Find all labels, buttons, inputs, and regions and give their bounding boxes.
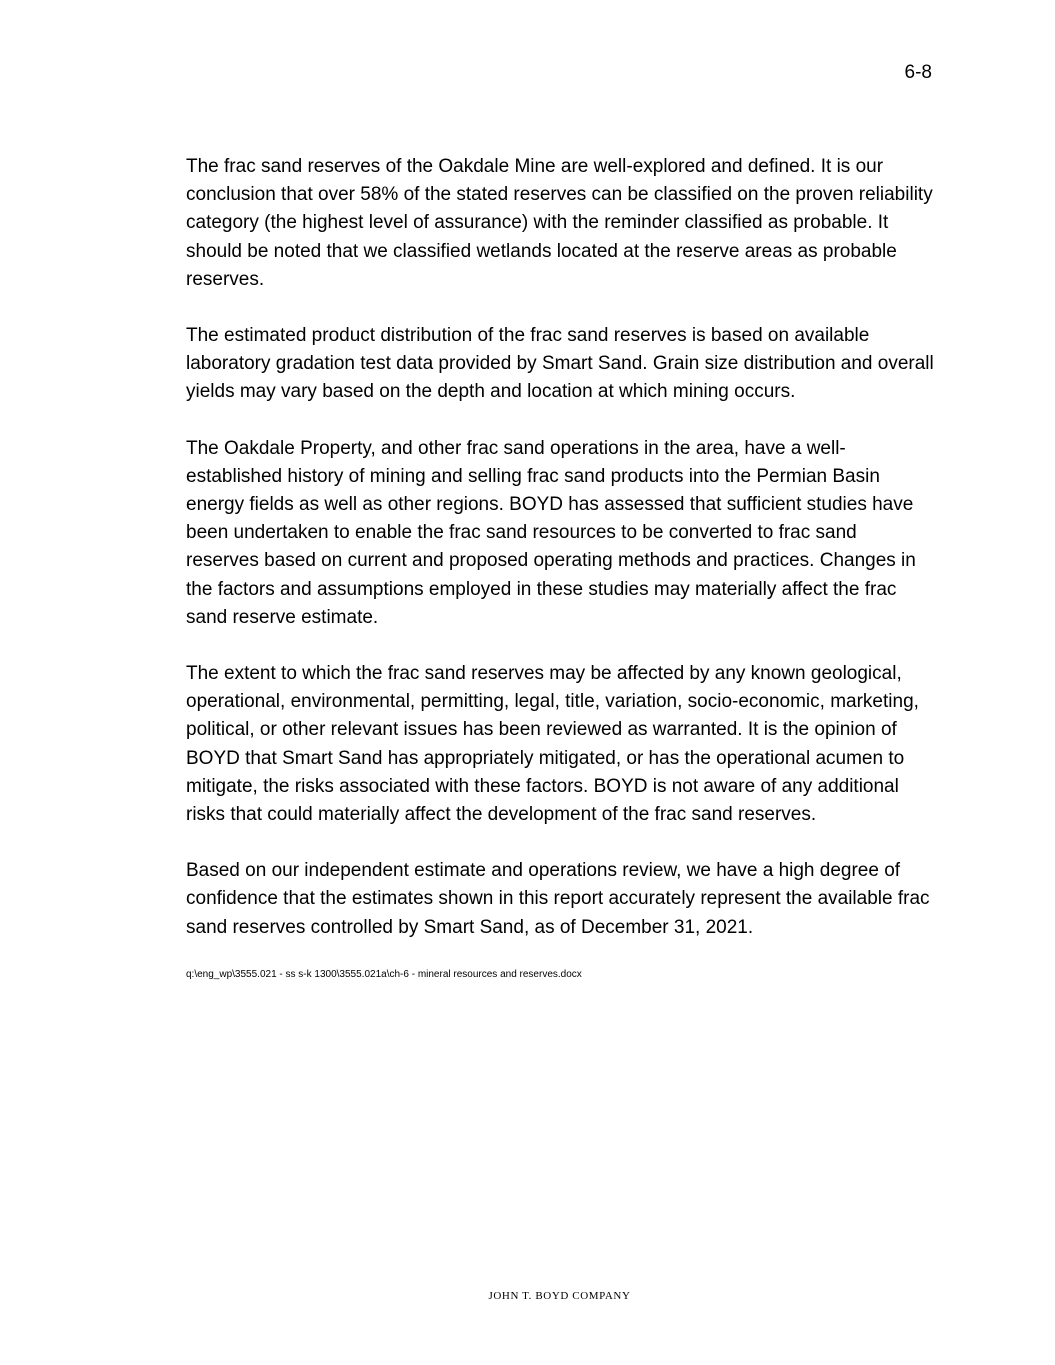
paragraph-conclusion: Based on our independent estimate and operations review, we have a high degree of confidence that the estimates shown in this report accurately represent the available frac sand reserves controlled by Smart Sand, as of December 31, 2021. — [186, 860, 930, 938]
paragraph-operations-history: The Oakdale Property, and other frac sand operations in the area, have a well-established history of mining and selling frac sand products into the Permian Basin energy fields as well as other regions. BOYD has assessed that sufficient studies have been undertaken to enable the frac sand resources to be converted to frac sand reserves based on current and proposed operating methods and practices. Changes in the factors and assumptions employed in these studies may materially affect the frac sand reserve estimate. — [186, 437, 916, 628]
paragraph-risk-assessment: The extent to which the frac sand reserves may be affected by any known geological, operational, environmental, permitting, legal, title, variation, socio-economic, marketing, political, or other relevant issues has been reviewed as warranted. It is the opinion of BOYD that Smart Sand has appropriately mitigated, or has the operational acumen to mitigate, the risks associated with these factors. BOYD is not aware of any additional risks that could materially affect the development of the frac sand reserves. — [186, 663, 919, 826]
document-body — [186, 153, 934, 942]
paragraph-product-distribution: The estimated product distribution of the frac sand reserves is based on available laboratory gradation test data provided by Smart Sand. Grain size distribution and overall yields may vary based on the depth and location at which mining occurs. — [186, 325, 934, 403]
footer-company-name: JOHN T. BOYD COMPANY — [488, 1290, 631, 1302]
page-number: 6-8 — [904, 62, 932, 83]
paragraph-reserves-classification: The frac sand reserves of the Oakdale Mine are well-explored and defined. It is our conclusion that over 58% of the stated reserves can be classified on the proven reliability category (the highest level of assurance) with the reminder classified as probable. It should be noted that we classified wetlands located at the reserve areas as probable reserves. — [186, 156, 933, 290]
file-path-note: q:\eng_wp\3555.021 - ss s-k 1300\3555.021a\ch-6 - mineral resources and reserves.docx — [186, 969, 582, 980]
